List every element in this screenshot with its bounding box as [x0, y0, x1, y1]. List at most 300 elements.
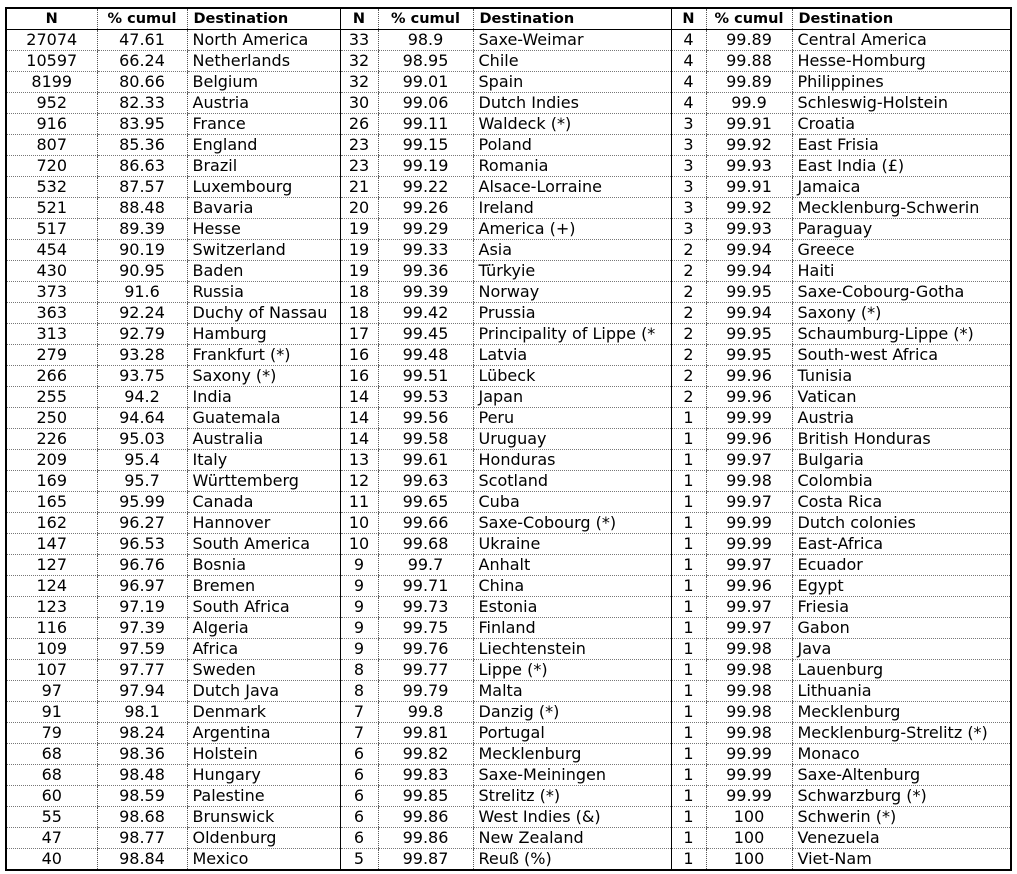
cell-n-2: 9 [340, 597, 378, 618]
cell-cumul-2: 99.39 [378, 282, 473, 303]
cell-cumul-3: 99.93 [706, 156, 792, 177]
cell-n-1: 916 [6, 114, 97, 135]
cell-n-2: 6 [340, 828, 378, 849]
cell-destination-2: Cuba [473, 492, 671, 513]
table-row [6, 597, 1011, 618]
cell-destination-1: Hungary [187, 765, 340, 786]
table-row [6, 723, 1011, 744]
cell-destination-1: South Africa [187, 597, 340, 618]
cell-cumul-3: 100 [706, 807, 792, 828]
table-row [6, 72, 1011, 93]
cell-destination-3: Colombia [792, 471, 1011, 492]
cell-destination-1: Hamburg [187, 324, 340, 345]
cell-destination-2: Anhalt [473, 555, 671, 576]
cell-cumul-2: 99.36 [378, 261, 473, 282]
cell-cumul-3: 99.98 [706, 681, 792, 702]
cell-destination-1: Guatemala [187, 408, 340, 429]
table-row [6, 51, 1011, 72]
cell-destination-1: Bavaria [187, 198, 340, 219]
cell-destination-3: Mecklenburg-Schwerin [792, 198, 1011, 219]
cell-cumul-3: 99.9 [706, 93, 792, 114]
cell-cumul-1: 92.24 [97, 303, 187, 324]
header-destination-3: Destination [792, 8, 1011, 30]
cell-cumul-1: 98.77 [97, 828, 187, 849]
cell-cumul-3: 99.92 [706, 198, 792, 219]
cell-destination-3: Croatia [792, 114, 1011, 135]
cell-cumul-1: 96.53 [97, 534, 187, 555]
cell-n-3: 3 [671, 198, 706, 219]
cell-n-3: 1 [671, 618, 706, 639]
cell-destination-3: Monaco [792, 744, 1011, 765]
cell-destination-2: Ukraine [473, 534, 671, 555]
cell-cumul-3: 99.99 [706, 513, 792, 534]
cell-n-3: 2 [671, 282, 706, 303]
cell-cumul-2: 99.22 [378, 177, 473, 198]
cell-n-2: 14 [340, 429, 378, 450]
cell-cumul-1: 92.79 [97, 324, 187, 345]
cell-n-2: 6 [340, 807, 378, 828]
cell-n-2: 30 [340, 93, 378, 114]
cell-n-1: 68 [6, 744, 97, 765]
table-row [6, 471, 1011, 492]
cell-n-3: 1 [671, 534, 706, 555]
cell-n-1: 91 [6, 702, 97, 723]
cell-cumul-3: 99.98 [706, 639, 792, 660]
cell-n-1: 97 [6, 681, 97, 702]
cell-destination-3: Gabon [792, 618, 1011, 639]
cell-destination-3: Schaumburg-Lippe (*) [792, 324, 1011, 345]
cell-cumul-3: 99.97 [706, 492, 792, 513]
cell-cumul-2: 99.82 [378, 744, 473, 765]
header-n-3: N [671, 8, 706, 30]
cell-n-2: 8 [340, 660, 378, 681]
cell-destination-3: East Frisia [792, 135, 1011, 156]
cell-destination-1: Argentina [187, 723, 340, 744]
cell-cumul-2: 99.86 [378, 807, 473, 828]
cell-n-1: 40 [6, 849, 97, 871]
cell-destination-1: Bosnia [187, 555, 340, 576]
cell-n-2: 14 [340, 408, 378, 429]
cell-destination-1: Baden [187, 261, 340, 282]
cell-destination-3: Austria [792, 408, 1011, 429]
cell-destination-2: Chile [473, 51, 671, 72]
cell-cumul-1: 98.36 [97, 744, 187, 765]
cell-cumul-3: 99.96 [706, 429, 792, 450]
cell-destination-2: Lübeck [473, 366, 671, 387]
cell-cumul-3: 99.99 [706, 786, 792, 807]
cell-cumul-1: 97.59 [97, 639, 187, 660]
header-cumul-3: % cumul [706, 8, 792, 30]
cell-cumul-1: 97.39 [97, 618, 187, 639]
cell-cumul-1: 94.2 [97, 387, 187, 408]
cell-destination-1: Saxony (*) [187, 366, 340, 387]
cell-cumul-1: 95.4 [97, 450, 187, 471]
table-row [6, 681, 1011, 702]
cell-destination-3: Venezuela [792, 828, 1011, 849]
cell-cumul-2: 99.83 [378, 765, 473, 786]
cell-n-2: 18 [340, 303, 378, 324]
cell-n-2: 18 [340, 282, 378, 303]
cell-n-1: 10597 [6, 51, 97, 72]
cell-cumul-1: 98.59 [97, 786, 187, 807]
cell-cumul-1: 91.6 [97, 282, 187, 303]
table-row [6, 135, 1011, 156]
table-row [6, 114, 1011, 135]
cell-cumul-3: 99.95 [706, 345, 792, 366]
cell-destination-2: Principality of Lippe (* [473, 324, 671, 345]
cell-n-2: 9 [340, 555, 378, 576]
cell-cumul-3: 99.96 [706, 366, 792, 387]
cell-destination-3: Egypt [792, 576, 1011, 597]
cell-destination-3: Viet-Nam [792, 849, 1011, 871]
cell-cumul-2: 99.68 [378, 534, 473, 555]
cell-n-3: 2 [671, 303, 706, 324]
cell-cumul-2: 99.53 [378, 387, 473, 408]
cell-cumul-2: 99.48 [378, 345, 473, 366]
table-row [6, 492, 1011, 513]
cell-n-1: 109 [6, 639, 97, 660]
table-row [6, 30, 1011, 51]
cell-n-2: 19 [340, 219, 378, 240]
cell-n-2: 9 [340, 576, 378, 597]
cell-n-3: 2 [671, 345, 706, 366]
cell-cumul-1: 96.97 [97, 576, 187, 597]
cell-cumul-1: 93.75 [97, 366, 187, 387]
cell-n-1: 373 [6, 282, 97, 303]
cell-cumul-3: 100 [706, 849, 792, 871]
cell-n-2: 32 [340, 72, 378, 93]
table-row [6, 639, 1011, 660]
cell-n-3: 1 [671, 765, 706, 786]
cell-n-3: 2 [671, 261, 706, 282]
cell-destination-3: Dutch colonies [792, 513, 1011, 534]
cell-destination-1: Switzerland [187, 240, 340, 261]
cell-cumul-1: 98.84 [97, 849, 187, 871]
cell-n-3: 4 [671, 93, 706, 114]
cell-n-2: 8 [340, 681, 378, 702]
cell-n-3: 1 [671, 429, 706, 450]
cell-destination-3: Philippines [792, 72, 1011, 93]
cell-n-2: 26 [340, 114, 378, 135]
cell-destination-3: Haiti [792, 261, 1011, 282]
cell-destination-3: Hesse-Homburg [792, 51, 1011, 72]
header-cumul-2: % cumul [378, 8, 473, 30]
cell-n-1: 363 [6, 303, 97, 324]
cell-destination-2: Scotland [473, 471, 671, 492]
cell-n-1: 279 [6, 345, 97, 366]
cell-n-3: 4 [671, 30, 706, 51]
cell-n-3: 1 [671, 513, 706, 534]
cell-n-1: 250 [6, 408, 97, 429]
table-row [6, 282, 1011, 303]
cell-n-2: 23 [340, 135, 378, 156]
cell-destination-2: Alsace-Lorraine [473, 177, 671, 198]
cell-n-1: 517 [6, 219, 97, 240]
cell-n-2: 21 [340, 177, 378, 198]
cell-n-1: 79 [6, 723, 97, 744]
destination-table [5, 7, 1012, 871]
cell-n-1: 47 [6, 828, 97, 849]
cell-n-1: 952 [6, 93, 97, 114]
cell-n-3: 1 [671, 723, 706, 744]
cell-n-2: 13 [340, 450, 378, 471]
cell-cumul-3: 99.94 [706, 261, 792, 282]
table-row [6, 240, 1011, 261]
cell-cumul-1: 94.64 [97, 408, 187, 429]
cell-n-2: 14 [340, 387, 378, 408]
cell-destination-2: New Zealand [473, 828, 671, 849]
cell-cumul-2: 99.29 [378, 219, 473, 240]
cell-cumul-2: 99.19 [378, 156, 473, 177]
cell-n-2: 6 [340, 765, 378, 786]
table-row [6, 345, 1011, 366]
cell-cumul-3: 99.97 [706, 450, 792, 471]
cell-destination-2: Waldeck (*) [473, 114, 671, 135]
cell-cumul-2: 99.58 [378, 429, 473, 450]
cell-n-1: 226 [6, 429, 97, 450]
cell-destination-3: South-west Africa [792, 345, 1011, 366]
cell-cumul-1: 97.94 [97, 681, 187, 702]
cell-cumul-2: 99.8 [378, 702, 473, 723]
cell-destination-1: Luxembourg [187, 177, 340, 198]
cell-n-2: 9 [340, 618, 378, 639]
cell-n-3: 1 [671, 471, 706, 492]
cell-n-1: 266 [6, 366, 97, 387]
cell-n-1: 124 [6, 576, 97, 597]
cell-destination-3: East-Africa [792, 534, 1011, 555]
cell-cumul-2: 99.79 [378, 681, 473, 702]
cell-destination-3: Tunisia [792, 366, 1011, 387]
cell-cumul-3: 99.98 [706, 702, 792, 723]
cell-n-1: 255 [6, 387, 97, 408]
cell-destination-2: Türkyie [473, 261, 671, 282]
cell-cumul-2: 99.63 [378, 471, 473, 492]
cell-cumul-2: 99.7 [378, 555, 473, 576]
cell-n-3: 1 [671, 807, 706, 828]
cell-destination-3: Jamaica [792, 177, 1011, 198]
cell-destination-1: Mexico [187, 849, 340, 871]
cell-cumul-3: 99.99 [706, 408, 792, 429]
cell-cumul-1: 88.48 [97, 198, 187, 219]
cell-n-3: 1 [671, 492, 706, 513]
cell-destination-1: Hesse [187, 219, 340, 240]
table-row [6, 849, 1011, 871]
cell-cumul-1: 95.7 [97, 471, 187, 492]
cell-n-2: 11 [340, 492, 378, 513]
table-row [6, 93, 1011, 114]
cell-n-2: 7 [340, 702, 378, 723]
table-row [6, 261, 1011, 282]
table-body [6, 30, 1011, 871]
cell-n-2: 5 [340, 849, 378, 871]
cell-destination-1: North America [187, 30, 340, 51]
cell-destination-3: British Honduras [792, 429, 1011, 450]
cell-cumul-2: 99.51 [378, 366, 473, 387]
header-destination-2: Destination [473, 8, 671, 30]
cell-cumul-2: 99.06 [378, 93, 473, 114]
cell-destination-1: England [187, 135, 340, 156]
cell-cumul-2: 98.9 [378, 30, 473, 51]
cell-n-2: 7 [340, 723, 378, 744]
cell-destination-1: Sweden [187, 660, 340, 681]
cell-destination-2: Mecklenburg [473, 744, 671, 765]
cell-n-3: 1 [671, 408, 706, 429]
cell-destination-1: Algeria [187, 618, 340, 639]
cell-cumul-1: 96.27 [97, 513, 187, 534]
cell-destination-2: Liechtenstein [473, 639, 671, 660]
cell-destination-2: Portugal [473, 723, 671, 744]
table-row [6, 555, 1011, 576]
cell-destination-1: Africa [187, 639, 340, 660]
cell-n-3: 2 [671, 387, 706, 408]
cell-cumul-1: 98.48 [97, 765, 187, 786]
cell-cumul-2: 99.73 [378, 597, 473, 618]
cell-cumul-1: 83.95 [97, 114, 187, 135]
cell-cumul-2: 99.61 [378, 450, 473, 471]
cell-n-1: 532 [6, 177, 97, 198]
table-row [6, 303, 1011, 324]
cell-n-3: 4 [671, 72, 706, 93]
table-row [6, 744, 1011, 765]
cell-destination-2: Saxe-Weimar [473, 30, 671, 51]
table-row [6, 807, 1011, 828]
table-row [6, 219, 1011, 240]
cell-n-3: 2 [671, 240, 706, 261]
table-row [6, 702, 1011, 723]
cell-cumul-1: 98.24 [97, 723, 187, 744]
cell-cumul-2: 99.66 [378, 513, 473, 534]
table-row [6, 156, 1011, 177]
cell-n-3: 1 [671, 639, 706, 660]
cell-n-3: 3 [671, 219, 706, 240]
cell-cumul-2: 99.56 [378, 408, 473, 429]
cell-cumul-1: 90.95 [97, 261, 187, 282]
cell-destination-2: Lippe (*) [473, 660, 671, 681]
cell-n-2: 12 [340, 471, 378, 492]
table-row [6, 660, 1011, 681]
cell-destination-1: Württemberg [187, 471, 340, 492]
cell-destination-3: East India (£) [792, 156, 1011, 177]
cell-cumul-1: 96.76 [97, 555, 187, 576]
cell-destination-3: Friesia [792, 597, 1011, 618]
cell-destination-2: Latvia [473, 345, 671, 366]
cell-n-1: 454 [6, 240, 97, 261]
cell-destination-3: Saxe-Altenburg [792, 765, 1011, 786]
cell-destination-3: Paraguay [792, 219, 1011, 240]
cell-n-2: 10 [340, 513, 378, 534]
table-row [6, 429, 1011, 450]
cell-cumul-1: 97.19 [97, 597, 187, 618]
cell-destination-2: Ireland [473, 198, 671, 219]
cell-n-2: 32 [340, 51, 378, 72]
cell-destination-1: Australia [187, 429, 340, 450]
cell-n-1: 55 [6, 807, 97, 828]
cell-cumul-2: 99.76 [378, 639, 473, 660]
cell-cumul-2: 98.95 [378, 51, 473, 72]
cell-destination-2: Poland [473, 135, 671, 156]
table-row [6, 450, 1011, 471]
cell-cumul-2: 99.11 [378, 114, 473, 135]
cell-n-2: 17 [340, 324, 378, 345]
cell-destination-3: Costa Rica [792, 492, 1011, 513]
header-n-1: N [6, 8, 97, 30]
table-row [6, 576, 1011, 597]
cell-destination-1: Netherlands [187, 51, 340, 72]
cell-destination-2: Honduras [473, 450, 671, 471]
cell-destination-3: Mecklenburg-Strelitz (*) [792, 723, 1011, 744]
cell-n-2: 19 [340, 240, 378, 261]
cell-destination-3: Schwarzburg (*) [792, 786, 1011, 807]
table-row [6, 324, 1011, 345]
cell-cumul-1: 90.19 [97, 240, 187, 261]
table-row [6, 786, 1011, 807]
cell-n-1: 60 [6, 786, 97, 807]
cell-cumul-1: 98.1 [97, 702, 187, 723]
table-row [6, 765, 1011, 786]
cell-cumul-2: 99.65 [378, 492, 473, 513]
cell-destination-2: Uruguay [473, 429, 671, 450]
cell-destination-2: Prussia [473, 303, 671, 324]
cell-cumul-1: 95.99 [97, 492, 187, 513]
cell-destination-1: Belgium [187, 72, 340, 93]
cell-n-1: 430 [6, 261, 97, 282]
cell-cumul-3: 99.94 [706, 240, 792, 261]
header-row [6, 8, 1011, 30]
cell-cumul-2: 99.86 [378, 828, 473, 849]
cell-cumul-1: 93.28 [97, 345, 187, 366]
cell-cumul-3: 100 [706, 828, 792, 849]
cell-destination-1: Russia [187, 282, 340, 303]
cell-n-2: 20 [340, 198, 378, 219]
table-row [6, 387, 1011, 408]
cell-cumul-3: 99.91 [706, 177, 792, 198]
cell-n-2: 23 [340, 156, 378, 177]
cell-destination-2: Malta [473, 681, 671, 702]
cell-cumul-1: 87.57 [97, 177, 187, 198]
cell-n-1: 27074 [6, 30, 97, 51]
cell-destination-2: Asia [473, 240, 671, 261]
cell-destination-3: Saxony (*) [792, 303, 1011, 324]
cell-destination-3: Vatican [792, 387, 1011, 408]
cell-n-3: 1 [671, 555, 706, 576]
table-row [6, 366, 1011, 387]
cell-n-3: 3 [671, 156, 706, 177]
cell-n-2: 6 [340, 786, 378, 807]
cell-cumul-3: 99.95 [706, 324, 792, 345]
table-row [6, 828, 1011, 849]
cell-n-1: 8199 [6, 72, 97, 93]
table-row [6, 618, 1011, 639]
cell-n-2: 16 [340, 366, 378, 387]
cell-cumul-2: 99.77 [378, 660, 473, 681]
cell-cumul-1: 89.39 [97, 219, 187, 240]
cell-n-3: 3 [671, 135, 706, 156]
cell-cumul-1: 98.68 [97, 807, 187, 828]
cell-cumul-1: 66.24 [97, 51, 187, 72]
cell-n-1: 169 [6, 471, 97, 492]
cell-n-3: 2 [671, 366, 706, 387]
cell-destination-2: West Indies (&) [473, 807, 671, 828]
cell-n-1: 807 [6, 135, 97, 156]
cell-n-3: 4 [671, 51, 706, 72]
table-row [6, 408, 1011, 429]
cell-destination-1: Hannover [187, 513, 340, 534]
cell-n-1: 720 [6, 156, 97, 177]
cell-n-1: 127 [6, 555, 97, 576]
cell-destination-3: Central America [792, 30, 1011, 51]
cell-cumul-2: 99.01 [378, 72, 473, 93]
cell-cumul-3: 99.92 [706, 135, 792, 156]
